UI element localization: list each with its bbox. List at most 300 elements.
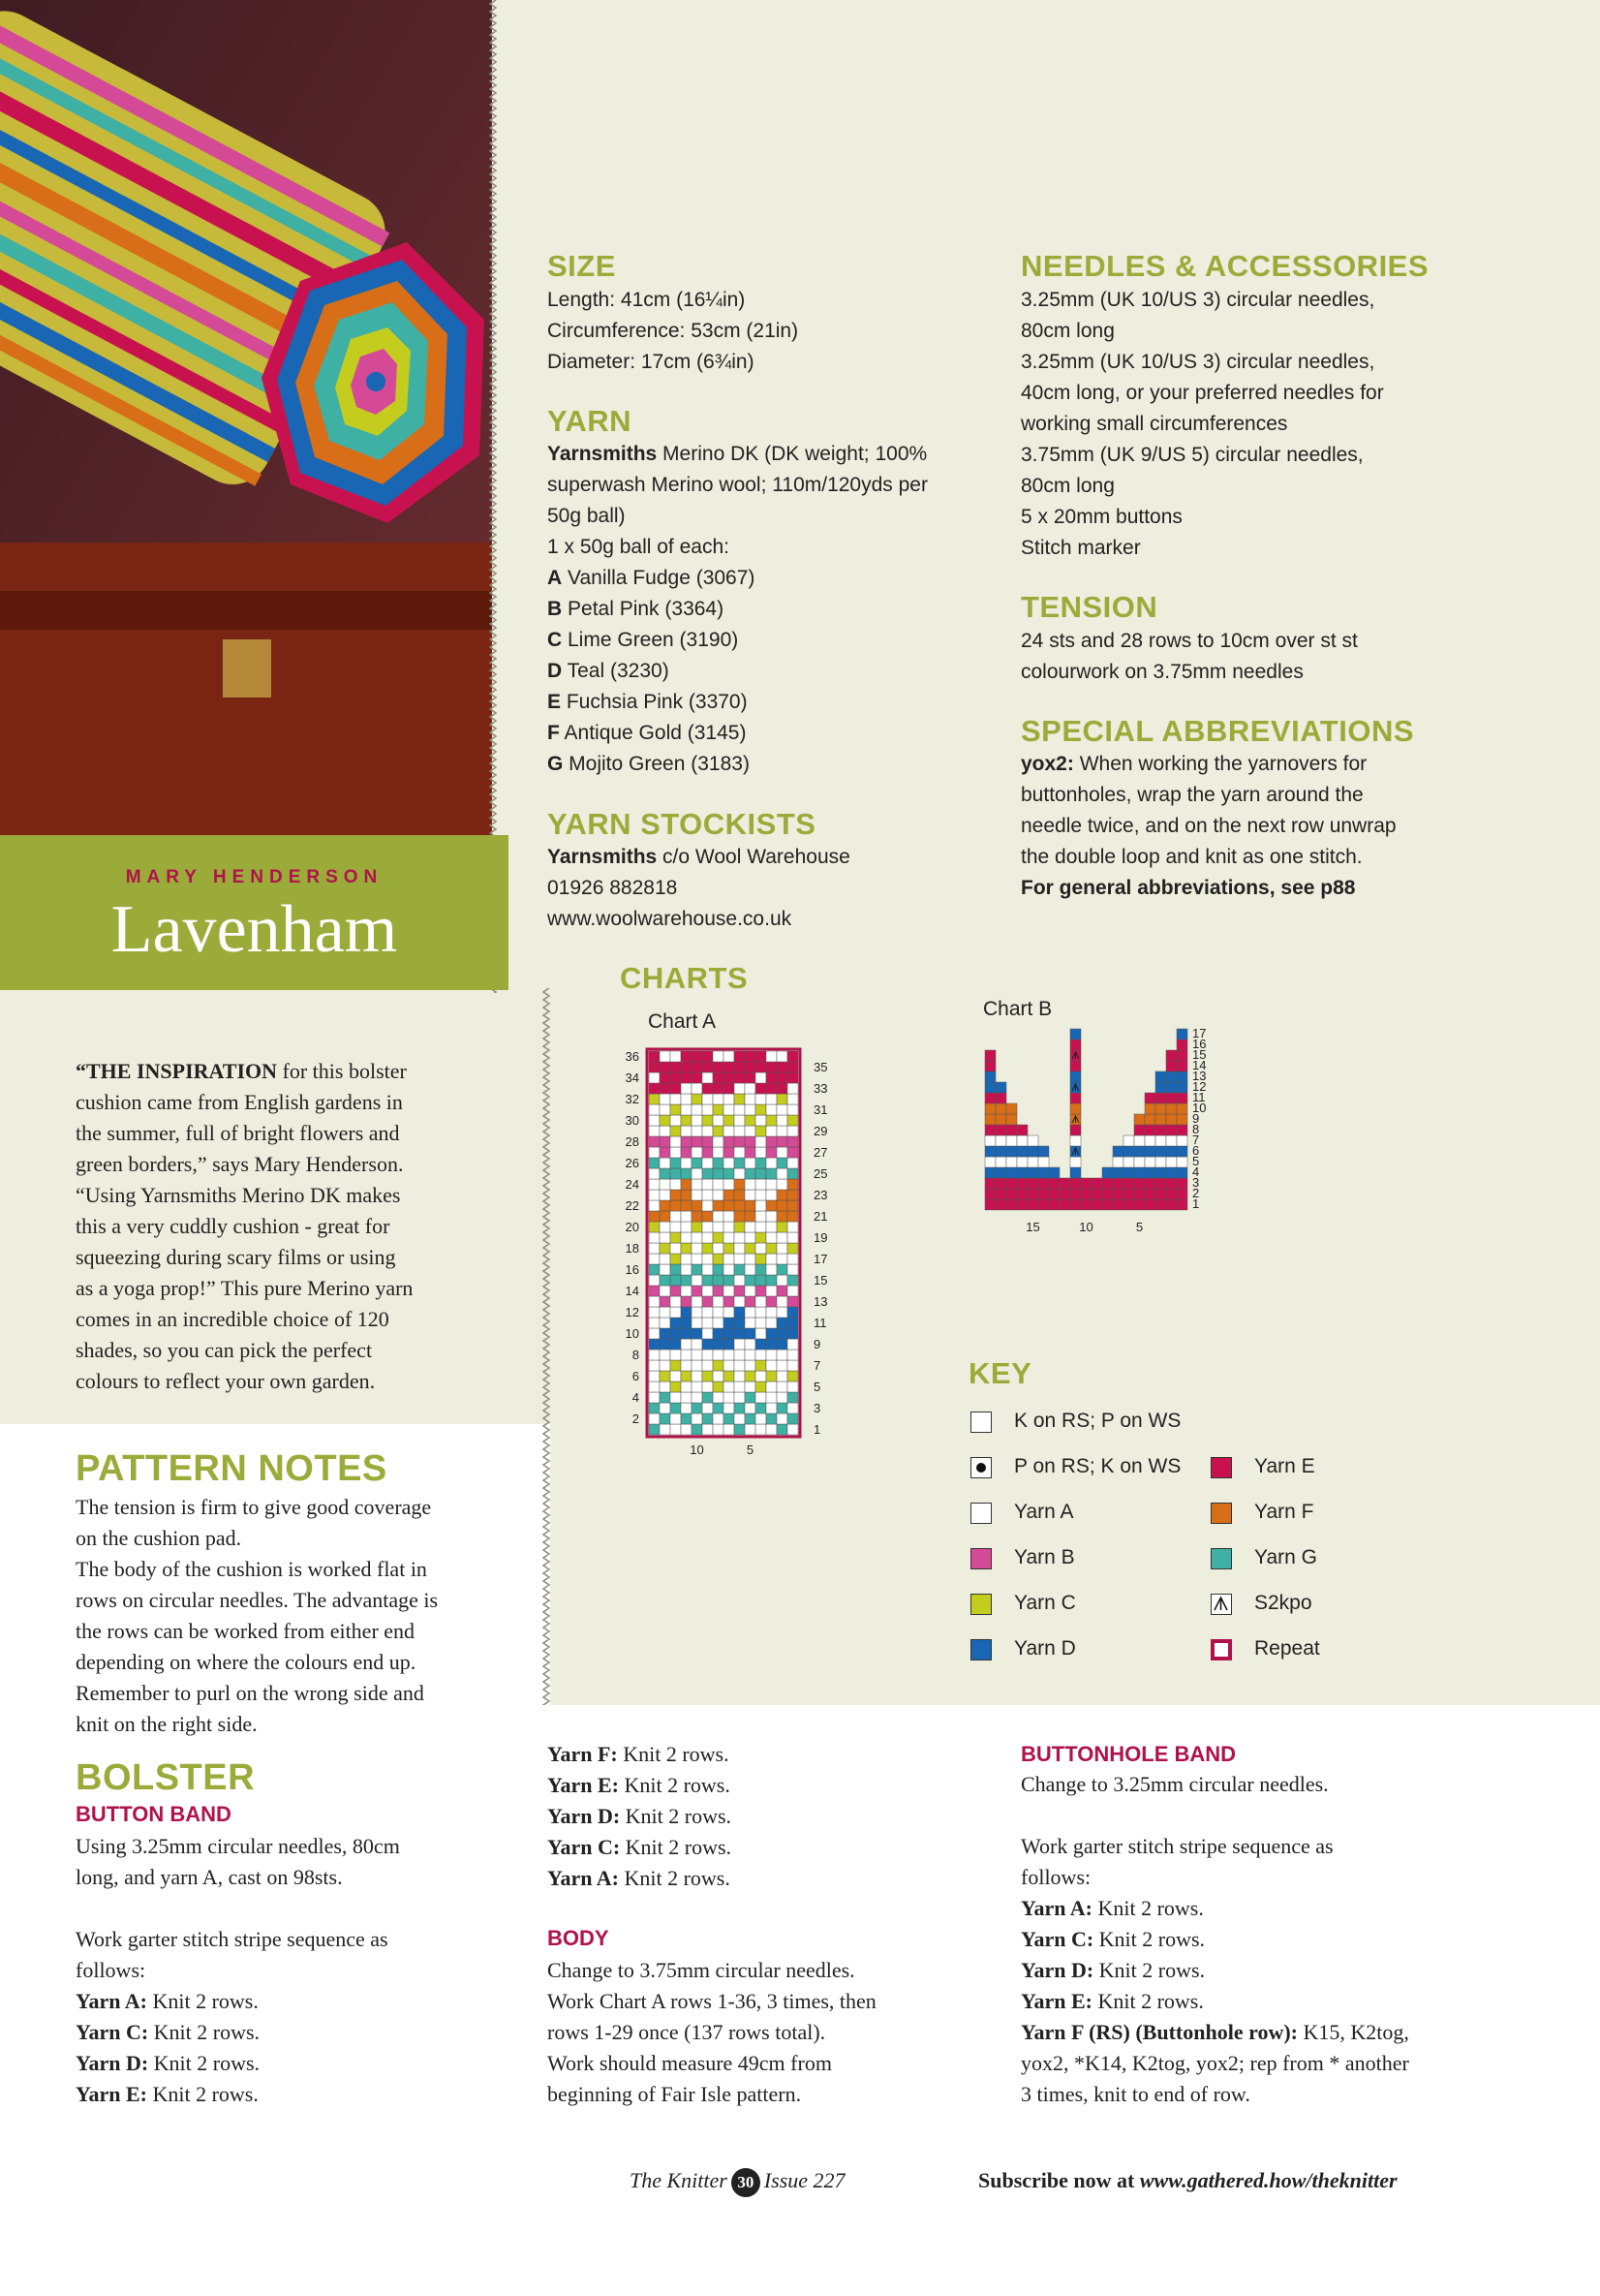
chart-a-stitch [681, 1168, 692, 1179]
chart-b-stitch [1134, 1125, 1145, 1135]
yarn-swatch [1211, 1503, 1232, 1524]
chart-a-stitch [660, 1328, 670, 1339]
chart-a-stitch [787, 1296, 798, 1307]
chart-a-stitch [766, 1381, 777, 1392]
chart-b-stitch [996, 1146, 1006, 1157]
chart-a-stitch [713, 1232, 723, 1243]
chart-a-row-tick: 34 [625, 1070, 639, 1085]
chart-b-row-tick: 10 [1192, 1101, 1207, 1115]
yarn-label: Yarn E: [1021, 1989, 1092, 2013]
tension-line: 24 sts and 28 rows to 10cm over st st [1021, 630, 1358, 652]
chart-b-stitch [996, 1167, 1006, 1178]
intro-line: cushion came from English gardens in [76, 1090, 403, 1114]
chart-a-stitch [702, 1413, 713, 1424]
abbrev-line: the double loop and knit as one stitch. [1021, 846, 1363, 868]
chart-b-row-tick: 2 [1192, 1186, 1200, 1200]
needles-line: 40cm long, or your preferred needles for [1021, 382, 1384, 404]
chart-a-row-tick: 22 [625, 1198, 639, 1213]
chart-a-stitch [649, 1413, 660, 1424]
chart-a-stitch [702, 1222, 713, 1232]
chart-a-row-tick: 29 [814, 1124, 828, 1138]
chart-a-stitch [755, 1424, 766, 1435]
chart-a-stitch [670, 1232, 681, 1243]
chart-a-stitch [745, 1062, 755, 1072]
chart-a-stitch [713, 1136, 723, 1147]
chart-b-stitch [1123, 1199, 1134, 1210]
chart-b-col-tick: 5 [1135, 1220, 1144, 1234]
chart-a-stitch [777, 1232, 787, 1243]
chart-b-stitch [1017, 1146, 1028, 1157]
chart-a-label: Chart A [648, 1010, 717, 1033]
chart-a-stitch [723, 1318, 734, 1328]
chart-b-stitch [1049, 1189, 1060, 1199]
chart-a-row-tick: 14 [625, 1284, 639, 1298]
chart-b-stitch [1113, 1146, 1123, 1157]
chart-a-stitch [670, 1094, 681, 1104]
chart-b-stitch [1145, 1135, 1155, 1146]
stockist-website[interactable]: www.woolwarehouse.co.uk [547, 908, 792, 930]
chart-b-stitch [1070, 1061, 1081, 1071]
chart-a-stitch [702, 1190, 713, 1200]
chart-a-stitch [787, 1211, 798, 1222]
chart-a-stitch [713, 1104, 723, 1115]
chart-a-stitch [766, 1094, 777, 1104]
chart-a-row-tick: 8 [631, 1348, 639, 1362]
chart-b-label: Chart B [983, 998, 1053, 1020]
chart-a-stitch [745, 1243, 755, 1254]
chart-a-stitch [692, 1179, 702, 1190]
chart-a-stitch [723, 1296, 734, 1307]
chart-a-stitch [692, 1147, 702, 1158]
chart-a-stitch [766, 1115, 777, 1126]
body-line: Change to 3.75mm circular needles. [547, 1958, 855, 1982]
chart-a-stitch [787, 1072, 798, 1083]
chart-a-stitch [670, 1328, 681, 1339]
chart-a-stitch [681, 1126, 692, 1136]
chart-a-stitch [649, 1339, 660, 1350]
chart-a-stitch [713, 1296, 723, 1307]
chart-a-stitch [777, 1424, 787, 1435]
chart-a-stitch [660, 1371, 670, 1381]
chart-b-row-tick: 3 [1192, 1175, 1200, 1190]
chart-a-stitch [766, 1350, 777, 1360]
bolster-cushion-photo [0, 0, 492, 835]
chart-a-stitch [777, 1381, 787, 1392]
chart-a-stitch [723, 1403, 734, 1413]
chart-a-stitch [766, 1200, 777, 1211]
yarn-line: 1 x 50g ball of each: [547, 536, 729, 558]
chart-a-stitch [723, 1360, 734, 1371]
chart-b-stitch [1177, 1135, 1187, 1146]
chart-a-stitch [723, 1104, 734, 1115]
chart-a-stitch [766, 1211, 777, 1222]
row-text: Knit 2 rows. [1093, 1927, 1206, 1951]
chart-b-stitch [1060, 1178, 1070, 1189]
chart-a-stitch [670, 1147, 681, 1158]
chart-a-stitch [787, 1360, 798, 1371]
tension-text [1021, 626, 1358, 688]
chart-a-stitch [649, 1243, 660, 1254]
bolster-heading: BOLSTER [76, 1757, 256, 1798]
chart-b-stitch [1006, 1189, 1017, 1199]
row-text: Knit 2 rows. [620, 1804, 732, 1828]
chart-a-stitch [755, 1136, 766, 1147]
chart-a-row-tick: 19 [814, 1230, 828, 1245]
chart-a-stitch [734, 1360, 745, 1371]
chart-a-stitch [745, 1424, 755, 1435]
chart-a-stitch [713, 1403, 723, 1413]
chart-a-row-tick: 28 [625, 1134, 639, 1149]
charts-heading: CHARTS [620, 961, 749, 995]
chart-a-stitch [692, 1350, 702, 1360]
chart-a-stitch [745, 1168, 755, 1179]
yarn-label: Yarn D: [1021, 1958, 1094, 1982]
chart-b-stitch [1006, 1157, 1017, 1167]
chart-a-stitch [766, 1318, 777, 1328]
chart-a-stitch [787, 1413, 798, 1424]
chart-a-stitch [702, 1275, 713, 1286]
chart-a-stitch [723, 1051, 734, 1062]
chart-b-stitch [1070, 1103, 1081, 1114]
chart-a-stitch [723, 1350, 734, 1360]
yarn-letter: G [547, 753, 564, 775]
chart-b-stitch [1155, 1082, 1166, 1093]
chart-a-stitch [702, 1350, 713, 1360]
chart-a-stitch [681, 1222, 692, 1232]
chart-a-stitch [660, 1360, 670, 1371]
chart-a-stitch [681, 1350, 692, 1360]
chart-a-stitch [713, 1339, 723, 1350]
chart-b-stitch [1070, 1029, 1081, 1039]
chart-a-stitch [692, 1275, 702, 1286]
chart-b-stitch [1177, 1061, 1187, 1071]
chart-b-row-tick: 7 [1192, 1132, 1200, 1147]
chart-a-row-tick: 13 [814, 1294, 828, 1309]
chart-b-stitch [1113, 1199, 1123, 1210]
chart-a-col-tick: 5 [746, 1443, 754, 1457]
chart-a-stitch [755, 1403, 766, 1413]
stripe-rows-continued [547, 1739, 731, 1894]
chart-a-stitch [745, 1222, 755, 1232]
chart-b-stitch [985, 1093, 996, 1103]
chart-a-stitch [681, 1392, 692, 1403]
chart-a-stitch [734, 1264, 745, 1275]
chart-a-stitch [670, 1403, 681, 1413]
chart-b-stitch [1006, 1167, 1017, 1178]
yarn-swatch [970, 1639, 992, 1660]
chart-a-stitch [692, 1190, 702, 1200]
chart-b-stitch [1123, 1157, 1134, 1167]
chart-a-stitch [755, 1190, 766, 1200]
subscribe-url[interactable]: www.gathered.how/theknitter [1139, 2168, 1398, 2192]
chart-a-stitch [692, 1403, 702, 1413]
chart-b-stitch [996, 1125, 1006, 1135]
chart-b-stitch [985, 1114, 996, 1125]
intro-line: the summer, full of bright flowers and [76, 1121, 400, 1145]
chart-b-stitch [985, 1157, 996, 1167]
chart-a-stitch [787, 1168, 798, 1179]
stockists-heading: YARN STOCKISTS [547, 807, 816, 841]
chart-a-stitch [670, 1381, 681, 1392]
chart-a-stitch [702, 1072, 713, 1083]
chart-a-stitch [670, 1243, 681, 1254]
chart-a-stitch [670, 1413, 681, 1424]
chart-a-stitch [755, 1051, 766, 1062]
chart-a-row-tick: 18 [625, 1241, 639, 1256]
chart-a-row-tick: 31 [814, 1102, 828, 1117]
yarn-line: Merino DK (DK weight; 100% [657, 443, 928, 465]
chart-a-stitch [766, 1222, 777, 1232]
chart-a-stitch [734, 1104, 745, 1115]
chart-b-stitch [1177, 1189, 1187, 1199]
chart-a-stitch [692, 1328, 702, 1339]
chart-a-stitch [713, 1307, 723, 1318]
pattern-notes-heading: PATTERN NOTES [76, 1448, 387, 1489]
key-label: Yarn F [1254, 1501, 1314, 1523]
notes-line: knit on the right side. [76, 1712, 258, 1736]
yarn-label: Yarn A: [1021, 1896, 1092, 1920]
chart-a-stitch [755, 1350, 766, 1360]
chart-b-stitch [1006, 1135, 1017, 1146]
chart-a-stitch [766, 1328, 777, 1339]
chart-a-stitch [734, 1147, 745, 1158]
chart-a-stitch [713, 1126, 723, 1136]
chart-a-row-tick: 4 [631, 1390, 639, 1405]
chart-a-stitch [787, 1104, 798, 1115]
chart-a-stitch [734, 1051, 745, 1062]
chart-a-stitch [777, 1147, 787, 1158]
chart-b-stitch [1177, 1146, 1187, 1157]
chart-a-stitch [681, 1200, 692, 1211]
chart-a-stitch [702, 1211, 713, 1222]
chart-a-stitch [649, 1094, 660, 1104]
chart-a-stitch [670, 1190, 681, 1200]
chart-a-stitch [745, 1211, 755, 1222]
chart-a-stitch [777, 1339, 787, 1350]
chart-b-stitch [996, 1093, 1006, 1103]
chart-a-stitch [660, 1392, 670, 1403]
chart-a-stitch [755, 1062, 766, 1072]
chart-a-stitch [681, 1307, 692, 1318]
chart-a-stitch [702, 1318, 713, 1328]
chart-a-row-tick: 27 [814, 1145, 828, 1160]
chart-a-stitch [755, 1147, 766, 1158]
chart-b-stitch [1113, 1167, 1123, 1178]
chart-a-stitch [777, 1392, 787, 1403]
chart-a-stitch [713, 1371, 723, 1381]
yarn-label: Yarn E: [547, 1773, 619, 1797]
chart-a-stitch [734, 1350, 745, 1360]
chart-a-stitch [692, 1424, 702, 1435]
chart-a-stitch [745, 1339, 755, 1350]
chart-a-stitch [723, 1083, 734, 1094]
chart-b-stitch [1145, 1103, 1155, 1114]
chart-a-stitch [723, 1232, 734, 1243]
chart-a-stitch [787, 1254, 798, 1264]
chart-a-stitch [787, 1126, 798, 1136]
chart-b-stitch [1145, 1189, 1155, 1199]
chart-b-stitch [1134, 1114, 1145, 1125]
chart-a-stitch [723, 1413, 734, 1424]
chart-b-row-tick: 12 [1192, 1079, 1207, 1094]
chart-a-stitch [745, 1072, 755, 1083]
needles-line: working small circumferences [1021, 413, 1288, 435]
chart-a-stitch [649, 1275, 660, 1286]
chart-a-stitch [745, 1413, 755, 1424]
key-label: P on RS; K on WS [1014, 1455, 1182, 1477]
chart-a-stitch [787, 1264, 798, 1275]
chart-a-stitch [670, 1179, 681, 1190]
chart-a-stitch [702, 1296, 713, 1307]
chart-a-stitch [755, 1328, 766, 1339]
chart-b-stitch [1038, 1167, 1049, 1178]
needles-line: 80cm long [1021, 320, 1115, 342]
chart-b-stitch [985, 1167, 996, 1178]
yarn-shade: Teal (3230) [562, 660, 669, 682]
chart-b-stitch [1166, 1050, 1177, 1061]
chart-a-stitch [787, 1222, 798, 1232]
chart-a-stitch [777, 1413, 787, 1424]
chart-a-stitch [660, 1051, 670, 1062]
chart-a-stitch [723, 1115, 734, 1126]
chart-b-stitch [1166, 1103, 1177, 1114]
chart-a-stitch [734, 1254, 745, 1264]
chart-b-stitch [1070, 1199, 1081, 1210]
chart-a-stitch [713, 1179, 723, 1190]
chart-b-stitch [1017, 1125, 1028, 1135]
chart-b-stitch [1123, 1146, 1134, 1157]
chart-a-stitch [723, 1381, 734, 1392]
chart-a-stitch [670, 1072, 681, 1083]
chart-a-stitch [777, 1403, 787, 1413]
chart-a-stitch [702, 1392, 713, 1403]
chart-a-stitch [660, 1062, 670, 1072]
chart-a-stitch [777, 1062, 787, 1072]
chart-b-row-tick: 17 [1192, 1026, 1207, 1040]
size-text [547, 285, 798, 378]
chart-a-stitch [649, 1147, 660, 1158]
chart-a-stitch [766, 1243, 777, 1254]
chart-b-stitch [1102, 1199, 1113, 1210]
chart-a-row-tick: 3 [814, 1401, 821, 1415]
abbrev-term: yox2: [1021, 753, 1074, 775]
chart-a-stitch [670, 1424, 681, 1435]
chart-a-stitch [766, 1286, 777, 1296]
chart-a-row-tick: 7 [814, 1358, 821, 1373]
chart-a-stitch [745, 1286, 755, 1296]
chart-a-stitch [777, 1158, 787, 1168]
buttonhole-band-heading: BUTTONHOLE BAND [1021, 1742, 1237, 1766]
chart-a-stitch [734, 1296, 745, 1307]
chart-a-stitch [723, 1275, 734, 1286]
chart-b-stitch [1028, 1146, 1038, 1157]
chart-a-stitch [723, 1264, 734, 1275]
chart-a-stitch [681, 1051, 692, 1062]
chart-a-stitch [766, 1062, 777, 1072]
chart-a-stitch [713, 1051, 723, 1062]
tension-line: colourwork on 3.75mm needles [1021, 661, 1304, 683]
buttonhole-line: K15, K2tog, [1298, 2020, 1409, 2044]
chart-a-stitch [670, 1051, 681, 1062]
chart-b-stitch [1102, 1178, 1113, 1189]
chart-a-stitch [692, 1339, 702, 1350]
chart-a-stitch [755, 1200, 766, 1211]
button-band-heading: BUTTON BAND [76, 1802, 231, 1826]
key-label: Yarn E [1254, 1455, 1315, 1477]
chart-a-stitch [766, 1179, 777, 1190]
chart-a-stitch [745, 1264, 755, 1275]
chart-b-stitch [1070, 1039, 1081, 1050]
chart-b-stitch [1123, 1167, 1134, 1178]
chart-b-stitch [1113, 1178, 1123, 1189]
chart-a-stitch [649, 1051, 660, 1062]
chart-a-stitch [670, 1168, 681, 1179]
chart-a-stitch [660, 1222, 670, 1232]
chart-a-stitch [660, 1318, 670, 1328]
yarn-swatch [970, 1594, 992, 1615]
chart-a-stitch [723, 1211, 734, 1222]
chart-a-stitch [766, 1126, 777, 1136]
chart-a-stitch [766, 1072, 777, 1083]
chart-a-stitch [702, 1254, 713, 1264]
chart-a-stitch [702, 1136, 713, 1147]
chart-a-row-tick: 24 [625, 1177, 639, 1192]
chart-a-stitch [649, 1136, 660, 1147]
knit-symbol [970, 1412, 992, 1433]
bolster-line: long, and yarn A, cast on 98sts. [76, 1865, 343, 1889]
chart-a-stitch [649, 1115, 660, 1126]
chart-a-stitch [723, 1179, 734, 1190]
chart-a-stitch [766, 1413, 777, 1424]
chart-b-stitch [1070, 1135, 1081, 1146]
chart-a-stitch [649, 1190, 660, 1200]
chart-a-stitch [755, 1115, 766, 1126]
intro-line: this a very cuddly cushion - great for [76, 1214, 390, 1238]
chart-b-stitch [1017, 1189, 1028, 1199]
chart-a-stitch [787, 1328, 798, 1339]
chart-a-stitch [681, 1318, 692, 1328]
stockist-phone: 01926 882818 [547, 877, 678, 899]
chart-b-stitch [1113, 1189, 1123, 1199]
chart-b-stitch [996, 1114, 1006, 1125]
chart-a-stitch [713, 1360, 723, 1371]
notes-line: depending on where the colours end up. [76, 1650, 416, 1674]
chart-a-stitch [787, 1051, 798, 1062]
chart-a-stitch [713, 1222, 723, 1232]
buttonhole-line: Work garter stitch stripe sequence as [1021, 1834, 1334, 1858]
intro-lead: “THE INSPIRATION [76, 1059, 278, 1083]
chart-b-stitch [1177, 1157, 1187, 1167]
page-number: 30 [731, 2168, 760, 2197]
buttonhole-row-label: Yarn F (RS) (Buttonhole row): [1021, 2020, 1298, 2044]
chart-a-stitch [755, 1360, 766, 1371]
chart-b-row-tick: 9 [1192, 1111, 1200, 1126]
abbrev-line: buttonholes, wrap the yarn around the [1021, 784, 1364, 806]
yarn-shade: Lime Green (3190) [562, 629, 739, 651]
chart-a-stitch [777, 1222, 787, 1232]
chart-a-stitch [692, 1381, 702, 1392]
chart-a-stitch [755, 1307, 766, 1318]
chart-a-stitch [681, 1158, 692, 1168]
chart-a-stitch [723, 1147, 734, 1158]
chart-a-stitch [692, 1083, 702, 1094]
chart-a-row-tick: 10 [625, 1326, 639, 1341]
chart-a-stitch [787, 1083, 798, 1094]
size-line: Length: 41cm (16¼in) [547, 289, 746, 311]
bolster-line: Work garter stitch stripe sequence as [76, 1927, 388, 1951]
chart-a-stitch [777, 1243, 787, 1254]
chart-a-stitch [692, 1126, 702, 1136]
